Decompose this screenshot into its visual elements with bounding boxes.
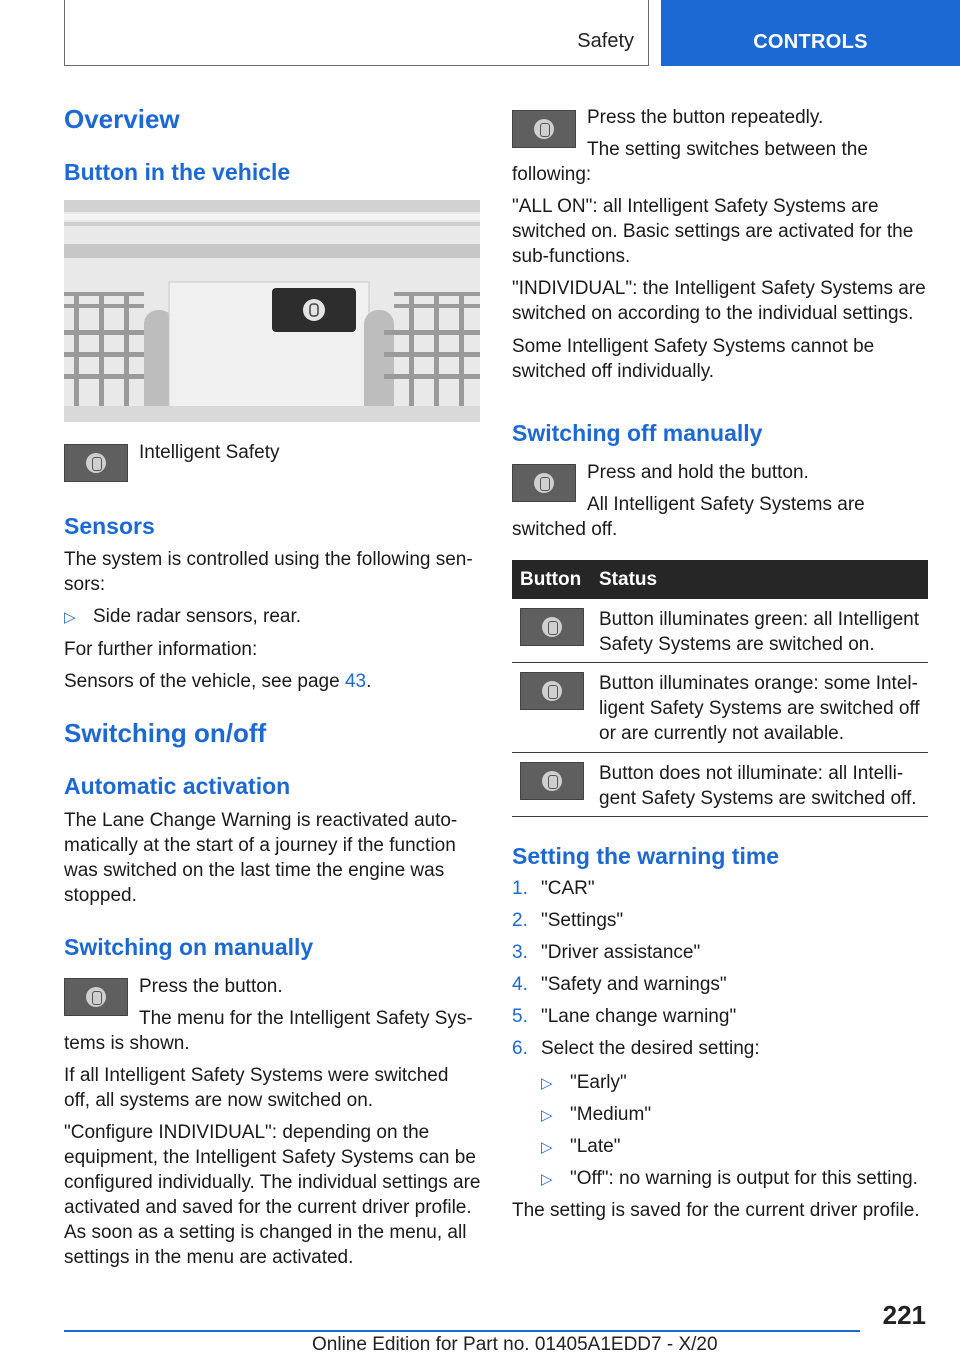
bullet-triangle-icon: ▷: [541, 1107, 553, 1124]
overview-title: Overview: [64, 104, 180, 134]
table-header-status: Status: [599, 569, 658, 590]
step-text: "CAR": [541, 878, 595, 899]
table-header-button: Button: [520, 569, 582, 590]
sensors-text: The system is controlled using the following sen-sors:: [64, 549, 473, 595]
automatic-activation-title: Automatic activation: [64, 773, 291, 799]
repeat-step1: Press the button repeatedly.: [587, 107, 824, 128]
header-chapter-label: CONTROLS: [753, 31, 868, 53]
step-number: 3.: [512, 942, 528, 963]
manual-on-step1: Press the button.: [139, 976, 283, 997]
intelligent-safety-button-icon: [64, 444, 128, 482]
bullet-triangle-icon: ▷: [541, 1139, 553, 1156]
dashboard-illustration: [64, 200, 480, 422]
cannot-switch-off-text: Some Intelligent Safety Systems cannot be switched off individually.: [512, 336, 875, 382]
vehicle-button-photo: [64, 200, 480, 422]
table-row: Button illuminates orange: some Intel-ligent Safety Systems are switched off or are currently not available.: [599, 673, 920, 744]
switching-on-manually-title: Switching on manually: [64, 934, 314, 960]
step-text: "Lane change warning": [541, 1006, 737, 1027]
step-number: 2.: [512, 910, 528, 931]
button-green-icon: [520, 608, 584, 646]
manual-off-step1: Press and hold the button.: [587, 462, 809, 483]
sensors-title: Sensors: [64, 513, 155, 539]
table-row: Button does not illuminate: all Intelli-gent Safety Systems are switched off.: [599, 763, 917, 809]
manual-on-text1: If all Intelligent Safety Systems were switched off, all systems are now switched on.: [64, 1065, 449, 1111]
repeat-step2: The setting switches between the following:: [512, 139, 868, 185]
all-on-text: "ALL ON": all Intelligent Safety Systems are switched on. Basic settings are activated for the sub-functions.: [512, 196, 914, 267]
manual-on-step2: tems is shown.: [64, 1033, 190, 1054]
saved-text: The setting is saved for the current driver profile.: [512, 1200, 920, 1221]
step-text: "Driver assistance": [541, 942, 701, 963]
further-info-text: For further information:: [64, 639, 258, 660]
status-table-header: [512, 560, 928, 599]
edition-text: Online Edition for Part no. 01405A1EDD7 - X/20: [312, 1334, 718, 1355]
page-link-43[interactable]: 43: [344, 671, 367, 692]
table-row-divider: [512, 752, 928, 753]
button-orange-icon: [520, 672, 584, 710]
manual-off-step2: All Intelligent Safety Systems are switched off.: [512, 494, 865, 540]
manual-on-step2-line1: The menu for the Intelligent Safety Sys-: [139, 1008, 473, 1029]
switching-title: Switching on/off: [64, 718, 267, 748]
header-section-box: [64, 0, 649, 66]
step-number: 5.: [512, 1006, 528, 1027]
table-row-divider: [512, 816, 928, 817]
header-chapter-tab: [661, 0, 960, 66]
option-item: "Late": [570, 1136, 621, 1157]
manual-on-text2: "Configure INDIVIDUAL": depending on the equipment, the Intelligent Safety Systems can be configured individually. The individual settings are activated and saved for the current driver profile. As soon as a setting is changed in the menu, all settings in the menu are activated.: [64, 1122, 481, 1268]
intelligent-safety-button-icon: [64, 978, 128, 1016]
sensors-reference-text: Sensors of the vehicle, see page: [64, 671, 345, 692]
step-number: 4.: [512, 974, 528, 995]
step-text: Select the desired setting:: [541, 1038, 760, 1059]
bullet-triangle-icon: ▷: [64, 609, 76, 626]
button-caption: Intelligent Safety: [139, 442, 280, 463]
button-in-vehicle-title: Button in the vehicle: [64, 159, 291, 185]
button-off-icon: [520, 762, 584, 800]
option-item: "Early": [570, 1072, 627, 1093]
footer-divider: [64, 1330, 860, 1332]
individual-text: "INDIVIDUAL": the Intelligent Safety Systems are switched on according to the individual settings.: [512, 278, 926, 324]
step-number: 6.: [512, 1038, 528, 1059]
header-section-label: Safety: [577, 30, 634, 52]
switching-off-manually-title: Switching off manually: [512, 420, 763, 446]
step-number: 1.: [512, 878, 528, 899]
warning-time-title: Setting the warning time: [512, 843, 780, 869]
bullet-triangle-icon: ▷: [541, 1171, 553, 1188]
table-row-divider: [512, 662, 928, 663]
step-text: "Settings": [541, 910, 624, 931]
automatic-activation-text: The Lane Change Warning is reactivated auto-matically at the start of a journey if the function was switched on the last time the engine was stopped.: [64, 810, 458, 906]
sensors-reference: [64, 669, 371, 694]
table-row: Button illuminates green: all Intelligent Safety Systems are switched on.: [599, 609, 920, 655]
page-number: 221: [882, 1300, 926, 1330]
option-item: "Medium": [570, 1104, 652, 1125]
option-item: "Off": no warning is output for this setting.: [570, 1168, 918, 1189]
sensors-reference-end: .: [366, 671, 372, 692]
sensors-list-item: Side radar sensors, rear.: [93, 606, 302, 627]
step-text: "Safety and warnings": [541, 974, 727, 995]
bullet-triangle-icon: ▷: [541, 1075, 553, 1092]
